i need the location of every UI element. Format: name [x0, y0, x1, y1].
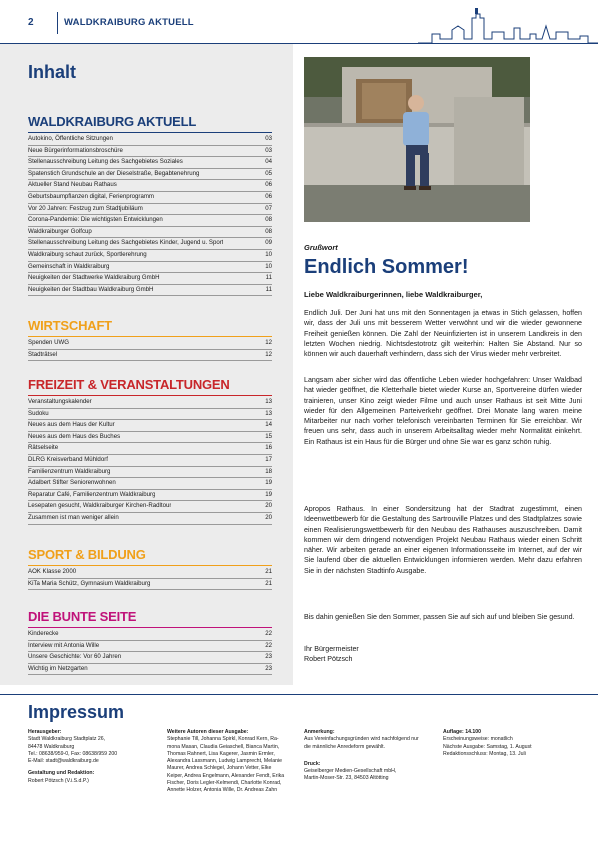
impressum-line: Stephanie Till, Johanna Spirkl, Konrad Kern, Ra-: [167, 736, 279, 743]
toc-entry: [28, 238, 272, 250]
toc-entry-page: 10: [265, 250, 272, 258]
toc-entry: [28, 641, 272, 653]
toc-entry: [28, 397, 272, 409]
impressum-line: mona Masan, Claudia Geiaschell, Bianca Martin,: [167, 743, 280, 750]
toc-entry: [28, 432, 272, 444]
toc-section-heading: SPORT & BILDUNG: [28, 547, 146, 562]
toc-section-wirtschaft: [28, 318, 272, 361]
section-rule: [28, 565, 272, 566]
toc-entry-page: 03: [265, 146, 272, 154]
toc-entry-title: Stellenausschreibung Leitung des Sachgebietes Kinder, Jugend u. Sport: [28, 239, 224, 247]
article-paragraph: Langsam aber sicher wird das öffentliche Leben wieder hochgefahren: Unser Waldbad hat wieder geöffnet, die Kletterhalle bietet wieder Kurse an, Sportvereine dürfen wieder trainieren, unser Kino zeigt wieder Filme und auch unser Rathaus ist seit Mitte Juni wieder für den Allgemeinen Parteiverkehr geöffnet. Drei Monate lang waren meine Mitarbeiter nur nach vorher telefonisch vereinbarten Terminen für Sie erreichbar. Wir freuen uns sehr, dass auch in unserem Arbeitsalltag wieder mehr Normalität einkehrt. Ein Rathaus ist ein Haus für die Bürger und ohne Sie war es ganz schön ruhig.: [304, 376, 582, 446]
impressum-publisher: [28, 729, 160, 785]
toc-entry-title: Autokino, Öffentliche Sitzungen: [28, 135, 113, 142]
toc-title: Inhalt: [28, 62, 76, 82]
impressum-label: Druck:: [304, 760, 321, 767]
toc-entry: [28, 250, 272, 262]
mayor-photo: [304, 57, 530, 222]
toc-entry-title: Waldkraiburg schaut zurück, Sportlerehrung: [28, 250, 147, 258]
impressum-lines: [304, 768, 432, 783]
impressum-line: Aus Vereinfachungsgründen wird nachfolgend nur: [304, 736, 419, 743]
toc-entry: [28, 513, 272, 525]
toc-entry-page: 12: [265, 339, 272, 346]
toc-entry-title: Veranstaltungskalender: [28, 398, 92, 405]
impressum-rule: [0, 694, 598, 695]
toc-entry-page: 04: [265, 158, 272, 166]
impressum-line: Maurer, Andrea Schlegel, Johann Vetter, Elke: [167, 765, 272, 772]
toc-entry: [28, 455, 272, 467]
toc-entry: [28, 204, 272, 216]
impressum-lines: [443, 736, 573, 758]
impressum-label: Anmerkung:: [304, 729, 335, 735]
toc-entry-page: 15: [265, 432, 272, 440]
toc-entry: [28, 338, 272, 350]
article-signature: [304, 644, 359, 665]
toc-entry-title: Interview mit Antonia Wille: [28, 641, 100, 649]
toc-section-bunte-seite: [28, 609, 272, 675]
impressum-label: Auflage: 14.100: [443, 729, 482, 735]
city-skyline-icon: [418, 6, 598, 44]
impressum-line: Annette Holzer, Antonia Wille, Dr. Andreas Zahn: [167, 787, 278, 794]
toc-entry-page: 23: [265, 664, 272, 672]
toc-entry: [28, 134, 272, 146]
toc-entry: [28, 215, 272, 227]
toc-entry-page: 06: [265, 181, 272, 189]
toc-entry: [28, 501, 272, 513]
impressum-line: Erscheinungsweise: monatlich: [443, 736, 513, 743]
toc-entry-title: DLRG Kreisverband Mühldorf: [28, 455, 108, 463]
article-salutation: Liebe Waldkraiburgerinnen, liebe Waldkraiburger,: [304, 290, 483, 299]
toc-entry-page: 20: [265, 513, 272, 521]
toc-entry-title: Spatenstich Grundschule an der Dieselstraße, Begabtenehrung: [28, 169, 200, 177]
toc-section-heading: FREIZEIT & VERANSTALTUNGEN: [28, 377, 230, 392]
toc-entry: [28, 157, 272, 169]
impressum-line: Tel.: 08638/959-0, Fax: 08638/959 200: [28, 750, 118, 757]
toc-entry-page: 09: [265, 239, 272, 247]
toc-entry: [28, 285, 272, 297]
header-title: WALDKRAIBURG AKTUELL: [64, 17, 194, 28]
toc-entry-title: Neuigkeiten der Stadtwerke Waldkraiburg GmbH: [28, 274, 160, 282]
toc-entry-title: Adalbert Stifter Seniorenwohnen: [28, 479, 116, 487]
toc-entry: [28, 169, 272, 181]
toc-entry: [28, 567, 272, 579]
toc-entry-page: 11: [265, 285, 272, 293]
toc-entry-page: 06: [265, 192, 272, 200]
toc-entry-title: Wichtig im Netzgarten: [28, 664, 88, 672]
toc-entry-page: 20: [265, 502, 272, 510]
toc-entry-title: Kinderecke: [28, 630, 59, 637]
toc-entry-page: 12: [265, 350, 272, 358]
signature-role: Ihr Bürgermeister: [304, 645, 359, 653]
toc-entry-title: Reparatur Café, Familienzentrum Waldkraiburg: [28, 490, 156, 498]
toc-list: [28, 567, 272, 590]
toc-entry-page: 22: [265, 630, 272, 637]
toc-entry-page: 14: [265, 421, 272, 429]
impressum-line: Alexandra Lassmann, Ludwig Lamprecht, Melanie: [167, 758, 283, 765]
impressum-line: Keiper, Andrea Engelmann, Alexander Fendt, Erika: [167, 772, 285, 779]
toc-section-sport: [28, 547, 272, 590]
toc-entry-title: Geburtsbaumpflanzen digital, Ferienprogramm: [28, 192, 154, 200]
toc-entry-title: Familienzentrum Waldkraiburg: [28, 467, 111, 475]
impressum-line: Redaktionsschluss: Montag, 13. Juli: [443, 750, 526, 757]
toc-entry-title: AOK Klasse 2000: [28, 568, 77, 575]
toc-section-freizeit: [28, 377, 272, 525]
impressum-lines: [28, 736, 160, 765]
impressum-edition: [443, 729, 573, 758]
page-number: 2: [28, 17, 34, 28]
toc-entry-page: 10: [265, 262, 272, 270]
toc-section-heading: DIE BUNTE SEITE: [28, 609, 137, 624]
impressum-line: Robert Pötzsch (V.i.S.d.P.): [28, 777, 89, 784]
toc-entry-title: Neues aus dem Haus des Buches: [28, 432, 121, 440]
toc-entry: [28, 273, 272, 285]
toc-list: [28, 338, 272, 361]
impressum-label: Gestaltung und Redaktion:: [28, 770, 95, 777]
toc-entry: [28, 146, 272, 158]
toc-entry-page: 23: [265, 653, 272, 661]
toc-entry: [28, 192, 272, 204]
header-divider: [57, 12, 58, 34]
impressum-line: Martin-Moser-Str. 23, 84503 Altötting: [304, 775, 389, 782]
page-header: [0, 0, 598, 50]
toc-entry-title: Neuigkeiten der Stadtbau Waldkraiburg GmbH: [28, 285, 154, 293]
toc-entry-title: Aktueller Stand Neubau Rathaus: [28, 181, 117, 189]
impressum-lines: [304, 736, 432, 751]
impressum-lines: [28, 778, 160, 785]
toc-entry: [28, 467, 272, 479]
toc-entry-page: 08: [265, 227, 272, 235]
toc-entry-title: Gemeinschaft in Waldkraiburg: [28, 262, 110, 270]
toc-entry: [28, 478, 272, 490]
toc-entry-title: Lesepaten gesucht, Waldkraiburger Kirchen-Radltour: [28, 502, 172, 510]
toc-entry-page: 21: [265, 568, 272, 575]
impressum-line: Nächste Ausgabe: Samstag, 1. August: [443, 743, 532, 750]
toc-section-aktuell: [28, 114, 272, 296]
toc-entry: [28, 180, 272, 192]
toc-entry-page: 17: [265, 455, 272, 463]
toc-entry-title: Stadträtsel: [28, 350, 58, 358]
toc-entry-page: 13: [265, 409, 272, 417]
toc-entry-page: 08: [265, 216, 272, 224]
signature-name: Robert Pötzsch: [304, 655, 353, 664]
impressum-line: 84478 Waldkraiburg: [28, 743, 75, 750]
toc-entry-page: 21: [265, 579, 272, 587]
toc-entry: [28, 443, 272, 455]
toc-list: [28, 134, 272, 296]
impressum-line: Fischer, Doris Legler-Kelmendi, Charlotte Konrad,: [167, 780, 282, 787]
section-rule: [28, 132, 272, 133]
toc-entry: [28, 579, 272, 591]
toc-list: [28, 629, 272, 675]
section-rule: [28, 336, 272, 337]
impressum-label: Herausgeber:: [28, 729, 62, 735]
toc-entry-title: Neues aus dem Haus der Kultur: [28, 421, 115, 429]
impressum-line: Geiselberger Medien-Gesellschaft mbH,: [304, 768, 397, 775]
toc-entry-page: 07: [265, 204, 272, 212]
toc-entry-title: Waldkraiburger Golfcup: [28, 227, 92, 235]
toc-section-heading: WIRTSCHAFT: [28, 318, 112, 333]
toc-entry-page: 22: [265, 641, 272, 649]
toc-entry-title: Sudoku: [28, 409, 49, 417]
impressum-title: Impressum: [28, 702, 125, 722]
article-paragraph: Apropos Rathaus. In einer Sondersitzung hat der Stadtrat zugestimmt, einen Ideenwettbewerb für die Gestaltung des Sartrouville Platzes und des Stadtplatzes sowie einen Realisierungswettbewerb für den Neubau des Rathauses auszuschreiben. Damit kommen wir dem dringend notwendigen Projekt Neubau Rathaus wieder einen Schritt näher. Wir arbeiten gerade an einer eigenen Informationsseite im Internet, auf der wir Sie laufend über die aktuellen Entwicklungen informieren werden. Mehr dazu erfahren Sie in der nächsten Stadtinfo Ausgabe.: [304, 505, 582, 575]
photo-illustration: [304, 57, 530, 222]
toc-entry-title: Neue Bürgerinformationsbroschüre: [28, 146, 123, 154]
impressum-notes: [304, 729, 432, 783]
impressum-line: Thomas Rahnert, Lisa Kagerer, Jasmin Ermler,: [167, 750, 275, 757]
toc-entry: [28, 420, 272, 432]
section-rule: [28, 395, 272, 396]
toc-entry: [28, 409, 272, 421]
toc-entry: [28, 629, 272, 641]
toc-entry: [28, 664, 272, 676]
impressum-authors: [167, 729, 292, 795]
toc-entry-page: 05: [265, 169, 272, 177]
toc-entry: [28, 227, 272, 239]
toc-entry-page: 13: [265, 398, 272, 405]
toc-entry-page: 16: [265, 444, 272, 452]
toc-entry-title: Corona-Pandemie: Die wichtigsten Entwicklungen: [28, 216, 163, 224]
toc-entry-title: Vor 20 Jahren: Festzug zum Stadtjubiläum: [28, 204, 143, 212]
toc-entry-page: 18: [265, 467, 272, 475]
toc-entry: [28, 262, 272, 274]
article-paragraph: Endlich Juli. Der Juni hat uns mit den Sonnentagen ja etwas in Stich gelassen, hoffen wir, dass der Juli uns mit besserem Wetter verwöhnt und wir die wieder gewonnene Freiheit genießen können. Die Zahl der Neuinfizierten ist in unserem Landkreis in den letzten Wochen niedrig. Nichtsdestotrotz gilt weiterhin: Halten Sie Abstand. Nur so können wir auch dauerhaft verhindern, dass sich der Virus wieder mehr verbreitet.: [304, 309, 582, 359]
article-headline: Endlich Sommer!: [304, 256, 469, 278]
section-rule: [28, 627, 272, 628]
toc-entry-page: 11: [265, 274, 272, 282]
toc-entry-title: Spenden UWG: [28, 339, 69, 346]
toc-entry: [28, 350, 272, 362]
toc-entry-page: 19: [265, 479, 272, 487]
toc-entry: [28, 490, 272, 502]
toc-list: [28, 397, 272, 525]
impressum-line: E-Mail: stadt@waldkraiburg.de: [28, 758, 99, 765]
impressum-line: die männliche Anredeform gewählt.: [304, 743, 386, 750]
article-paragraph: Bis dahin genießen Sie den Sommer, passen Sie auf sich auf und bleiben Sie gesund.: [304, 613, 575, 621]
article-label: Grußwort: [304, 243, 338, 252]
impressum-lines: [167, 736, 292, 794]
toc-entry-title: Zusammen ist man weniger allein: [28, 513, 119, 521]
toc-entry-page: 19: [265, 490, 272, 498]
impressum-line: Stadt Waldkraiburg Stadtplatz 26,: [28, 736, 106, 743]
toc-section-heading: WALDKRAIBURG AKTUELL: [28, 114, 197, 129]
toc-entry-title: Unsere Geschichte: Vor 60 Jahren: [28, 653, 122, 661]
toc-entry-title: Rätselseite: [28, 444, 59, 452]
toc-entry: [28, 652, 272, 664]
toc-entry-page: 03: [265, 135, 272, 142]
toc-entry-title: Stellenausschreibung Leitung des Sachgebietes Soziales: [28, 158, 183, 166]
impressum-label: Weitere Autoren dieser Ausgabe:: [167, 729, 249, 735]
toc-entry-title: KiTa Maria Schütz, Gymnasium Waldkraiburg: [28, 579, 151, 587]
